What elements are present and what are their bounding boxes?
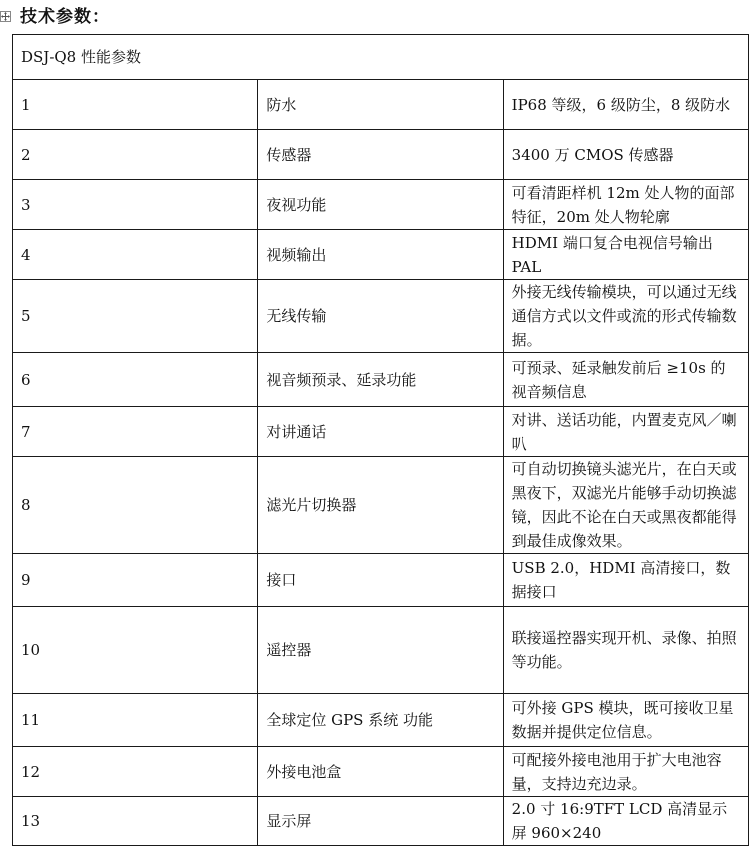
parameter-name: 夜视功能 — [258, 180, 503, 230]
parameter-name: 全球定位 GPS 系统 功能 — [258, 694, 503, 747]
parameter-name: 遥控器 — [258, 607, 503, 694]
parameter-name: 滤光片切换器 — [258, 457, 503, 554]
row-number: 6 — [13, 353, 258, 407]
parameter-name: 外接电池盒 — [258, 747, 503, 797]
table-row — [13, 607, 749, 694]
table-title-row — [13, 35, 749, 80]
table-row — [13, 797, 749, 846]
table-row — [13, 694, 749, 747]
table-row — [13, 554, 749, 607]
row-number: 10 — [13, 607, 258, 694]
parameter-description: 可看清距样机 12m 处人物的面部特征，20m 处人物轮廓 — [503, 180, 748, 230]
row-number: 13 — [13, 797, 258, 846]
parameter-description: 外接无线传输模块，可以通过无线通信方式以文件或流的形式传输数据。 — [503, 280, 748, 353]
parameter-name: 传感器 — [258, 130, 503, 180]
parameter-description: 2.0 寸 16:9TFT LCD 高清显示屏 960×240 — [503, 797, 748, 846]
parameter-description: 可配接外接电池用于扩大电池容量，支持边充边录。 — [503, 747, 748, 797]
parameter-description: 可预录、延录触发前后 ≥10s 的视音频信息 — [503, 353, 748, 407]
row-number: 12 — [13, 747, 258, 797]
parameter-description: HDMI 端口复合电视信号输出 PAL — [503, 230, 748, 280]
parameter-description: 联接遥控器实现开机、录像、拍照等功能。 — [503, 607, 748, 694]
parameter-description: 对讲、送话功能，内置麦克风／喇叭 — [503, 407, 748, 457]
table-row — [13, 353, 749, 407]
table-row — [13, 280, 749, 353]
row-number: 3 — [13, 180, 258, 230]
row-number: 8 — [13, 457, 258, 554]
parameter-name: 防水 — [258, 80, 503, 130]
parameter-name: 视频输出 — [258, 230, 503, 280]
parameter-description: 可外接 GPS 模块，既可接收卫星数据并提供定位信息。 — [503, 694, 748, 747]
parameter-name: 无线传输 — [258, 280, 503, 353]
table-row — [13, 457, 749, 554]
row-number: 1 — [13, 80, 258, 130]
spec-table — [12, 34, 749, 846]
row-number: 7 — [13, 407, 258, 457]
table-row — [13, 407, 749, 457]
parameter-name: 显示屏 — [258, 797, 503, 846]
row-number: 9 — [13, 554, 258, 607]
table-row — [13, 130, 749, 180]
row-number: 2 — [13, 130, 258, 180]
table-row — [13, 230, 749, 280]
table-row — [13, 180, 749, 230]
table-title: DSJ-Q8 性能参数 — [13, 35, 749, 80]
parameter-description: 3400 万 CMOS 传感器 — [503, 130, 748, 180]
row-number: 5 — [13, 280, 258, 353]
parameter-name: 对讲通话 — [258, 407, 503, 457]
parameter-name: 视音频预录、延录功能 — [258, 353, 503, 407]
parameter-description: USB 2.0，HDMI 高清接口，数据接口 — [503, 554, 748, 607]
parameter-name: 接口 — [258, 554, 503, 607]
section-heading: 技术参数： — [20, 7, 110, 27]
row-number: 4 — [13, 230, 258, 280]
parameter-description: IP68 等级，6 级防尘，8 级防水 — [503, 80, 748, 130]
table-row — [13, 80, 749, 130]
row-number: 11 — [13, 694, 258, 747]
parameter-description: 可自动切换镜头滤光片，在白天或黑夜下，双滤光片能够手动切换滤镜，因此不论在白天或黑夜都能得到最佳成像效果。 — [503, 457, 748, 554]
table-row — [13, 747, 749, 797]
table-move-handle-icon[interactable] — [0, 11, 11, 22]
